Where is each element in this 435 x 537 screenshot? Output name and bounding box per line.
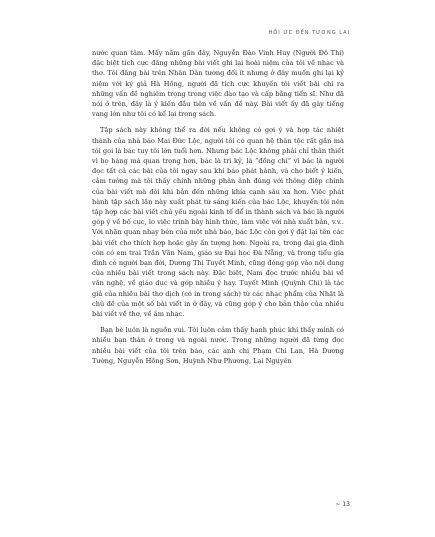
paragraph: nước quan tâm. Mấy năm gần đây, Nguyễn Đào Vinh Huy (Người Đô Thị) đặc biệt tích cực đăng những bài viết ghi lại hoài niệm của tôi về nhạc và thơ. Tôi đăng bài trên Nhân Dân tương đối ít nhưng ở đây muốn ghi lại kỷ niệm với ký giả Hà Hồng, người đã tích cực khuyến tôi viết bài chí ra những vấn đề nghiêm trọng trong việc đào tạo và cấp bằng tiến sĩ. Như đã nói ở trên, đây là ý kiến đầu tiên về vấn đề này. Bài viết ấy đã gây tiếng vang lớn như tôi có kể lại trong sách. bbox=[92, 49, 344, 119]
running-header: HỒI ỨC ĐẾN TƯƠNG LAI bbox=[268, 30, 350, 36]
paragraph: Tập sách này không thể ra đời nếu không có gợi ý và hợp tác nhiệt thành của nhà báo Mai Đức Lộc, người tôi có quan hệ thân tộc rất gần mà tôi gọi là bác tuy tôi lớn tuổi hơn. Nhưng bác Lộc không phải chỉ thân thiết vì họ hàng mà quan trọng hơn, bác là tri kỷ, là “đồng chí” vì bác là người đọc tất cả các bài của tôi ngay sau khi báo phát hành, và cho biết ý kiến, cảm tưởng mà tôi thấy chính những phản ảnh đúng với thông điệp chính của bài viết mà đôi khi bản đến những khía cạnh sâu xa hơn. Việc phát hành tập sách lần này xuất phát từ sáng kiến của bác Lộc, khuyến tôi nên tập hợp các bài viết chủ yếu ngoài kinh tế để in thành sách và bác là người góp ý về bố cục, lo việc trình bày hình thức, làm việc với nhà xuất bản, v.v.. Với nhãn quan nhạy bén của một nhà báo, bác Lộc còn gợi ý đặt lại tên các bài viết cho thích hợp hoặc gây ấn tượng hơn. Ngoài ra, trong đại gia đình còn có em trai Trần Văn Nam, giáo sư Đại học Đà Nẵng, và trong tiểu gia đình có người bạn đời, Dương Thị Tuyết Minh, cũng đóng góp vào nội dung của nhiều bài viết trong sách này. Đặc biệt, Nam đọc trước nhiều bài về văn nghệ, về giáo dục và góp nhiều ý hay. Tuyết Minh (Quỳnh Chi) là tác giả của nhiều bài thơ dịch (có in trong sách) từ các nhạc phẩm của Nhật là chủ đề của một số bài viết in ở đây, và cũng góp ý cho bản thảo của nhiều bài viết về thơ, về âm nhạc. bbox=[92, 126, 344, 319]
body-text bbox=[92, 48, 344, 372]
book-page bbox=[92, 30, 350, 508]
paragraph: Bạn bè luôn là nguồn vui. Tôi luôn cảm thấy hạnh phúc khi thấy mình có nhiều bạn thân ở trong và ngoài nước. Trong những người đã từng đọc nhiều bài viết của tôi trên báo, các anh chị Phạm Chi Lan, Hà Dương Tường, Nguyễn Hồng Sơn, Huỳnh Như Phương, Lại Nguyên bbox=[92, 326, 344, 365]
page-number: ~ 13 bbox=[335, 501, 350, 508]
